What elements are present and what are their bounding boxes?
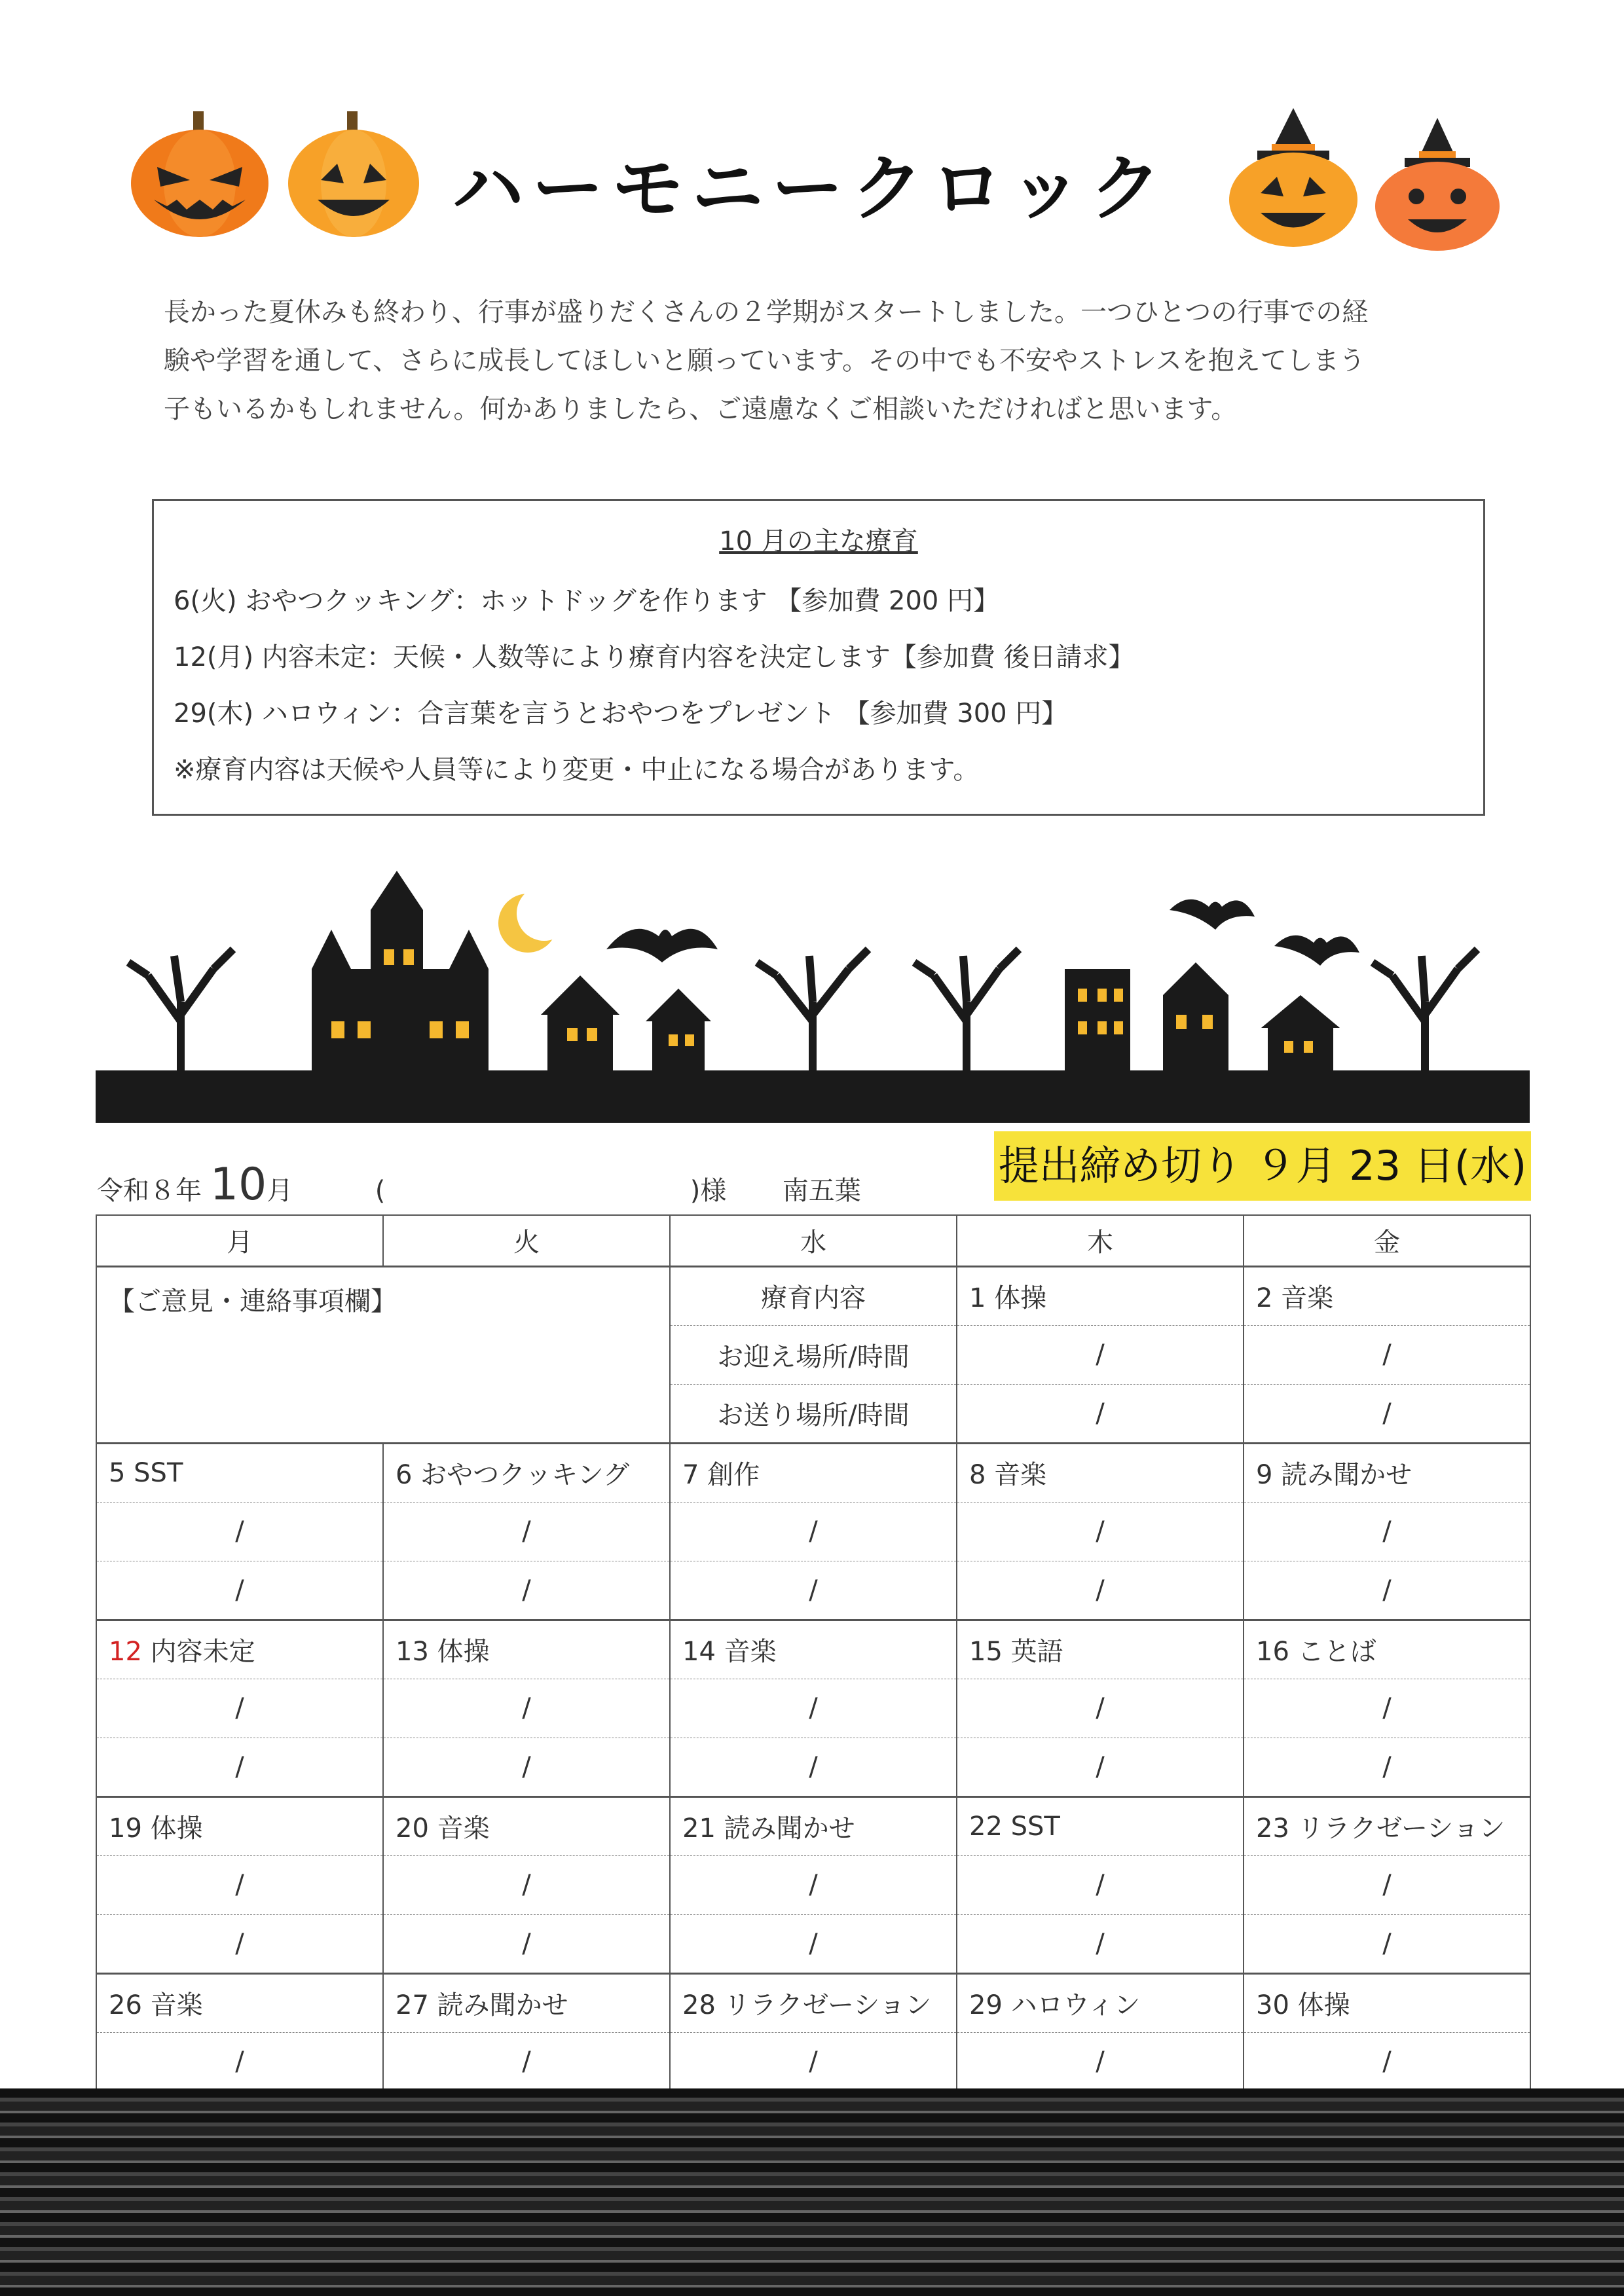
pickup-field[interactable]: /: [957, 1679, 1244, 1738]
era-year: 令和８年: [97, 1176, 202, 1206]
intro-line: 験や学習を通して、さらに成長してほしいと願っています。その中でも不安やストレスを抱えてしまう: [164, 346, 1365, 376]
pickup-field[interactable]: /: [1244, 1502, 1530, 1561]
form-header: [97, 1159, 861, 1211]
pickup-field[interactable]: /: [670, 1855, 957, 1914]
jack-o-lantern-icon: [285, 108, 422, 239]
pickup-field[interactable]: /: [1244, 1325, 1530, 1384]
pickup-field[interactable]: /: [670, 1679, 957, 1738]
dead-tree-icon: [757, 949, 868, 1074]
event-item: 6(火) おやつクッキング：ホットドッグを作ります 【参加費 200 円】: [174, 586, 1000, 616]
bat-icon: [1274, 936, 1359, 966]
pickup-field[interactable]: /: [383, 1855, 670, 1914]
calendar-day: 30 体操: [1244, 1973, 1530, 2032]
dropoff-field[interactable]: /: [670, 1914, 957, 1973]
calendar-day: 13 体操: [383, 1620, 670, 1679]
pickup-field[interactable]: /: [670, 2032, 957, 2091]
calendar-day: 28 リラクゼーション: [670, 1973, 957, 2032]
scan-artifact-band: [0, 2088, 1624, 2296]
day-number: 12: [109, 1637, 142, 1667]
pickup-field[interactable]: /: [957, 1855, 1244, 1914]
name-field-open[interactable]: (: [375, 1176, 386, 1206]
pickup-field[interactable]: /: [1244, 1855, 1530, 1914]
event-item: 12(月) 内容未定：天候・人数等により療育内容を決定します【参加費 後日請求】: [174, 642, 1135, 672]
castle-icon: [312, 871, 489, 1074]
deadline-banner: 提出締め切り ９月 23 日(水): [994, 1131, 1531, 1201]
dropoff-field[interactable]: /: [957, 1914, 1244, 1973]
pickup-field[interactable]: /: [957, 2032, 1244, 2091]
row-label: 療育内容: [670, 1266, 957, 1325]
dropoff-field[interactable]: /: [957, 1738, 1244, 1796]
calendar-table: [96, 1214, 1531, 2092]
row-label: お送り場所/時間: [670, 1384, 957, 1443]
weekday-header: 木: [957, 1215, 1244, 1266]
dropoff-field[interactable]: /: [1244, 1914, 1530, 1973]
calendar-day: 7 創作: [670, 1443, 957, 1502]
witch-pumpkin-icon: [1225, 105, 1362, 249]
bat-icon: [1170, 900, 1255, 930]
halloween-town-illustration: [96, 871, 1530, 1126]
pickup-field[interactable]: /: [96, 1855, 383, 1914]
dropoff-field[interactable]: /: [670, 1561, 957, 1620]
pickup-field[interactable]: /: [383, 2032, 670, 2091]
event-note: ※療育内容は天候や人員等により変更・中止になる場合があります。: [174, 755, 980, 785]
dropoff-field[interactable]: /: [1244, 1561, 1530, 1620]
pickup-field[interactable]: /: [96, 1502, 383, 1561]
events-list: [174, 573, 1135, 798]
calendar-day: 16 ことば: [1244, 1620, 1530, 1679]
calendar-day: 19 体操: [96, 1796, 383, 1855]
calendar-day: 5 SST: [96, 1443, 383, 1502]
calendar-day: 8 音楽: [957, 1443, 1244, 1502]
dropoff-field[interactable]: /: [957, 1384, 1244, 1443]
intro-line: 長かった夏休みも終わり、行事が盛りだくさんの２学期がスタートしました。一つひとつの行事での経: [164, 297, 1369, 327]
dropoff-field[interactable]: /: [670, 1738, 957, 1796]
calendar-day: 20 音楽: [383, 1796, 670, 1855]
dead-tree-icon: [914, 949, 1019, 1074]
intro-text: [164, 288, 1486, 433]
pickup-field[interactable]: /: [1244, 2032, 1530, 2091]
calendar-day: 26 音楽: [96, 1973, 383, 2032]
calendar-day: 2 音楽: [1244, 1266, 1530, 1325]
dropoff-field[interactable]: /: [1244, 1738, 1530, 1796]
calendar-day: 1 体操: [957, 1266, 1244, 1325]
dropoff-field[interactable]: /: [957, 1561, 1244, 1620]
calendar-day: 23 リラクゼーション: [1244, 1796, 1530, 1855]
pickup-field[interactable]: /: [96, 1679, 383, 1738]
weekday-header: 火: [383, 1215, 670, 1266]
dropoff-field[interactable]: /: [383, 1914, 670, 1973]
pickup-field[interactable]: /: [96, 2032, 383, 2091]
dead-tree-icon: [128, 949, 233, 1074]
pickup-field[interactable]: /: [957, 1502, 1244, 1561]
house-icon: [541, 975, 711, 1074]
name-field-close: )様: [690, 1176, 727, 1206]
bat-icon: [606, 929, 718, 962]
calendar-day: 15 英語: [957, 1620, 1244, 1679]
event-item: 29(木) ハロウィン：合言葉を言うとおやつをプレゼント 【参加費 300 円】: [174, 699, 1068, 729]
dropoff-field[interactable]: /: [383, 1738, 670, 1796]
calendar-day: 27 読み聞かせ: [383, 1973, 670, 2032]
dead-tree-icon: [1373, 949, 1477, 1074]
pickup-field[interactable]: /: [383, 1502, 670, 1561]
calendar-day: 22 SST: [957, 1796, 1244, 1855]
location-label: 南五葉: [782, 1176, 861, 1206]
events-box: [152, 499, 1485, 816]
dropoff-field[interactable]: /: [96, 1738, 383, 1796]
pickup-field[interactable]: /: [670, 1502, 957, 1561]
intro-line: 子もいるかもしれません。何かありましたら、ご遠慮なくご相談いただければと思います。: [164, 394, 1238, 424]
dropoff-field[interactable]: /: [1244, 1384, 1530, 1443]
day-activity: 内容未定: [141, 1637, 255, 1667]
weekday-header: 水: [670, 1215, 957, 1266]
form-month: 10: [210, 1159, 267, 1211]
calendar-day: 6 おやつクッキング: [383, 1443, 670, 1502]
weekday-header: 金: [1244, 1215, 1530, 1266]
calendar-day: 9 読み聞かせ: [1244, 1443, 1530, 1502]
events-box-title: 10 月の主な療育: [719, 526, 918, 556]
pickup-field[interactable]: /: [383, 1679, 670, 1738]
row-label: お迎え場所/時間: [670, 1325, 957, 1384]
calendar-day: 21 読み聞かせ: [670, 1796, 957, 1855]
dropoff-field[interactable]: /: [96, 1914, 383, 1973]
calendar-day: [96, 1620, 383, 1679]
jack-o-lantern-icon: [128, 108, 272, 239]
month-suffix: 月: [267, 1176, 293, 1206]
weekday-header: 月: [96, 1215, 383, 1266]
pickup-field[interactable]: /: [957, 1325, 1244, 1384]
calendar-day: 29 ハロウィン: [957, 1973, 1244, 2032]
calendar-day: 14 音楽: [670, 1620, 957, 1679]
dropoff-field[interactable]: /: [383, 1561, 670, 1620]
page-title: ハーモニークロック: [452, 147, 1170, 230]
witch-pumpkin-icon: [1372, 115, 1503, 252]
dropoff-field[interactable]: /: [96, 1561, 383, 1620]
comment-field[interactable]: 【ご意見・連絡事項欄】: [96, 1266, 670, 1443]
pickup-field[interactable]: /: [1244, 1679, 1530, 1738]
